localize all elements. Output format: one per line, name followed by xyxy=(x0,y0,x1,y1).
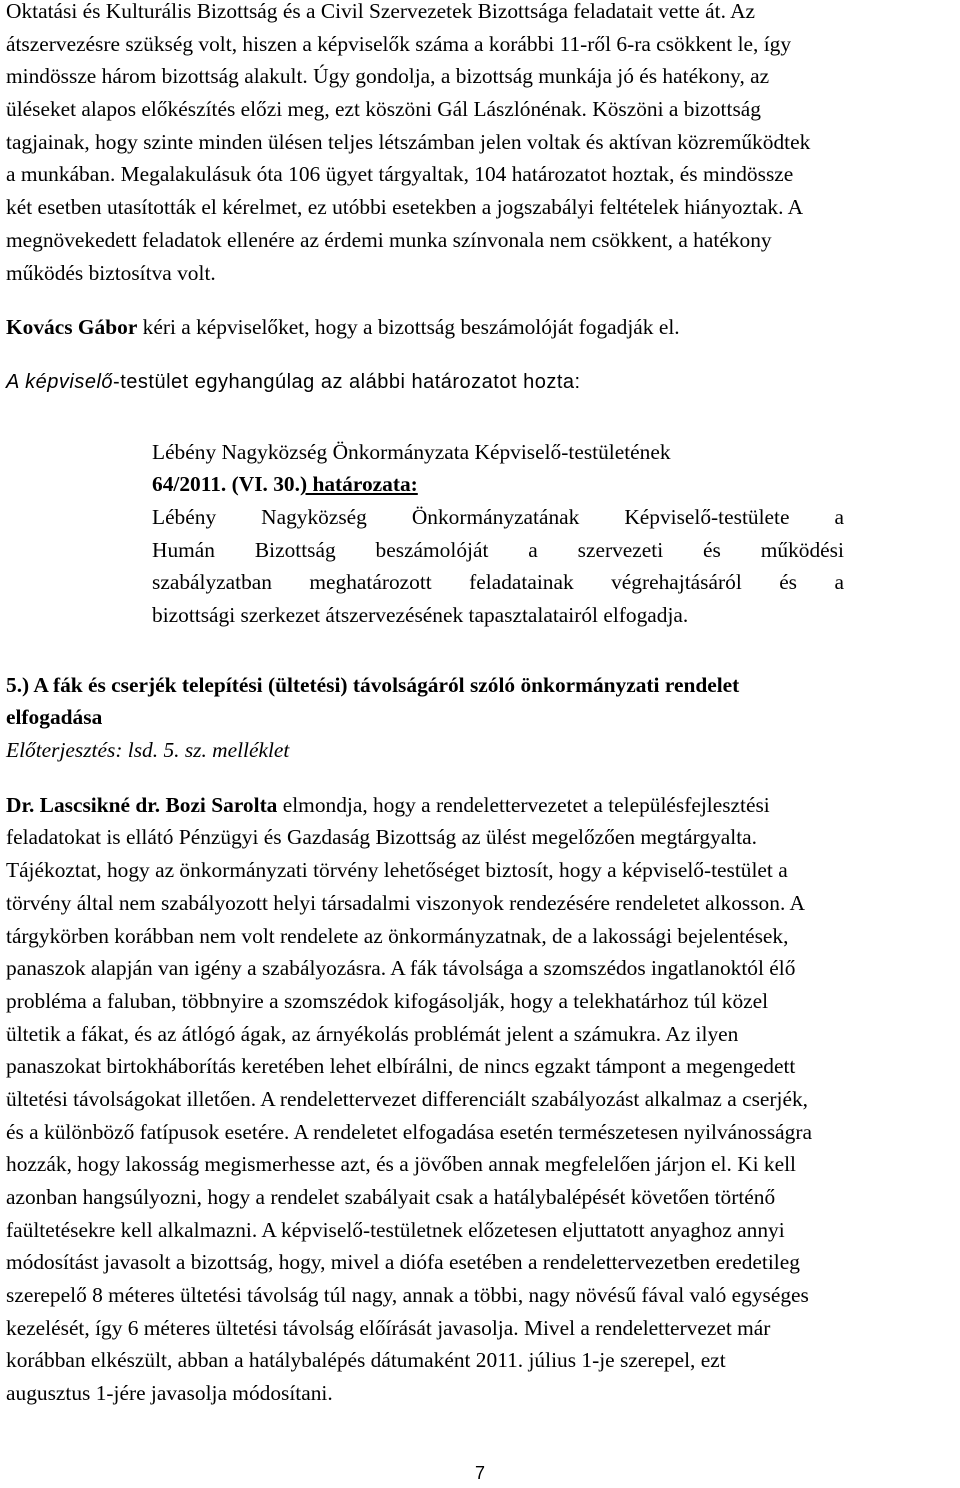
speaker-name: Dr. Lascsikné dr. Bozi Sarolta xyxy=(6,792,278,817)
agenda-item-5 xyxy=(6,669,954,767)
word: Nagyközség xyxy=(261,504,367,529)
text-line: azonban hangsúlyozni, hogy a rendelet szabályait csak a hatálybalépését követően történő xyxy=(6,1185,776,1209)
agenda-title-cont: elfogadása xyxy=(6,705,103,730)
text-line: tagjainak, hogy szinte minden ülésen teljes létszámban jelen voltak és aktívan közreműködtek xyxy=(6,129,811,154)
text-line: tárgykörben korábban nem volt rendelete az önkormányzatnak, de a lakossági bejelentések, xyxy=(6,923,789,948)
text-line: panaszok alapján van igény a szabályozásra. A fák távolsága a szomszédos ingatlanoktól élő xyxy=(6,956,796,981)
text-line: augusztus 1-jére javasolja módosítani. xyxy=(6,1381,333,1406)
word: Önkormányzatának xyxy=(411,504,580,529)
text-line: Tájékoztat, hogy az önkormányzati törvény lehetőséget biztosít, hogy a képviselő-testület a xyxy=(6,858,788,883)
resolution-number xyxy=(6,468,954,501)
text-line: ültetési távolságokat illetően. A rendelettervezet differenciált szabályozást alkalmaz a cserjék, xyxy=(6,1086,808,1111)
resolution-number-id: 64/2011. (VI. 30. xyxy=(152,472,300,497)
text-line: átszervezésre szükség volt, hiszen a képviselők száma a korábbi 11-ről 6-ra csökkent le, így xyxy=(6,31,792,56)
resolution-block xyxy=(6,436,954,632)
text-span: elmondja, hogy a rendelettervezetet a településfejlesztési xyxy=(277,792,770,817)
resolution-body: Lébény Nagyközség Önkormányzata Képviselő-testületének xyxy=(152,439,671,464)
word: a xyxy=(528,537,538,562)
word: Humán xyxy=(152,537,215,562)
text-line: megnövekedett feladatok ellenére az érdemi munka színvonala nem csökkent, a hatékony xyxy=(6,227,772,252)
justified-line xyxy=(152,534,844,567)
word: Képviselő-testülete xyxy=(624,504,790,529)
word: működési xyxy=(760,537,844,562)
text-line: és a különböző fatípusok esetére. A rendeletet elfogadása esetén természetesen nyilvánosságra xyxy=(6,1119,812,1144)
word: Bizottság xyxy=(254,537,336,562)
justified-line xyxy=(152,501,844,534)
word: végrehajtásáról xyxy=(611,570,742,595)
text-line: feladatokat is ellátó Pénzügyi és Gazdaság Bizottság az ülést megelőzően megtárgyalta. xyxy=(6,825,757,850)
acceptance-request xyxy=(6,311,954,344)
word: meghatározott xyxy=(309,570,432,595)
text-line: probléma a faluban, többnyire a szomszédok kifogásolják, hogy a telekhatárhoz túl közel xyxy=(6,988,769,1013)
agenda-title: 5.) A fák és cserjék telepítési (ültetési) távolságáról szóló önkormányzati rendelet xyxy=(6,672,740,697)
text-line: hozzák, hogy lakosság megismerhesse azt, és a jövőben annak megfelelően járjon el. Ki kell xyxy=(6,1152,797,1177)
speaker-name: Kovács Gábor xyxy=(6,315,138,340)
justified-line xyxy=(152,566,844,599)
text-line: panaszokat birtokháborítás keretében lehet elbírálni, de nincs egzakt támpont a megengedett xyxy=(6,1054,796,1079)
document-page xyxy=(6,0,954,1410)
paragraph-lines xyxy=(6,821,954,1377)
resolution-number-label: ) határozata: xyxy=(299,472,418,497)
text-line: faültetésekre kell alkalmazni. A képviselő-testületnek előzetesen eljuttatott anyaghoz annyi xyxy=(6,1217,785,1242)
word: szabályzatban xyxy=(152,570,272,595)
text-line: kezelését, így 6 méteres ültetési távolság előírását javasolja. Mivel a rendelettervezet már xyxy=(6,1315,771,1340)
text-line: módosítást javasolt a bizottság, hogy, mivel a diófa esetében a rendelettervezetben eredetileg xyxy=(6,1250,800,1275)
word: Lébény xyxy=(152,504,217,529)
text-line xyxy=(6,789,954,822)
text-line: a munkában. Megalakulásuk óta 106 ügyet tárgyaltak, 104 határozatot hoztak, és mindössze xyxy=(6,162,794,187)
word: és xyxy=(779,570,798,595)
page-number: 7 xyxy=(474,1463,485,1483)
text-line: működés biztosítva volt. xyxy=(6,260,216,285)
text-line: Oktatási és Kulturális Bizottság és a Civil Szervezetek Bizottsága feladatait vette át. Az xyxy=(6,0,756,23)
vote-statement-rest: -testület egyhangúlag az alábbi határozatot hozta: xyxy=(113,370,581,393)
text-line: két esetben utasították el kérelmet, ez utóbbi esetekben a jogszabályi feltételek hiányoztak. A xyxy=(6,195,804,220)
text-line: törvény által nem szabályozott helyi társadalmi viszonyok rendezésére rendeletet alkosson. A xyxy=(6,890,805,915)
word: szervezeti xyxy=(577,537,664,562)
word: és xyxy=(703,537,721,562)
text-line: bizottsági szerkezet átszervezésének tapasztalatairól elfogadja. xyxy=(152,603,689,627)
resolution-text xyxy=(152,501,844,632)
word: a xyxy=(834,504,844,529)
word: feladatainak xyxy=(469,570,574,595)
text-line: korábban elkészült, abban a hatálybalépés dátumaként 2011. július 1-je szerepel, ezt xyxy=(6,1348,726,1373)
text-line: szerepelő 8 méteres ültetési távolság túl nagy, annak a többi, nagy növésű fával való egységes xyxy=(6,1283,809,1308)
text-line: mindössze három bizottság alakult. Úgy gondolja, a bizottság munkája jó és hatékony, az xyxy=(6,64,770,89)
text-line: üléseket alapos előkészítés előzi meg, ezt köszöni Gál Lászlónénak. Köszöni a bizottság xyxy=(6,97,761,122)
vote-statement-italic: A képviselő xyxy=(6,370,114,393)
vote-statement xyxy=(6,366,954,399)
request-text: kéri a képviselőket, hogy a bizottság beszámolóját fogadják el. xyxy=(137,315,680,340)
paragraph-committee-report xyxy=(6,0,954,289)
text-line: ültetik a fákat, és az átlógó ágak, az árnyékolás problémát jelent a számukra. Az ilyen xyxy=(6,1021,739,1046)
attachment-reference: Előterjesztés: lsd. 5. sz. melléklet xyxy=(6,738,290,763)
paragraph-ordinance-discussion xyxy=(6,789,954,1410)
word: beszámolóját xyxy=(375,537,489,562)
word: a xyxy=(834,570,844,595)
